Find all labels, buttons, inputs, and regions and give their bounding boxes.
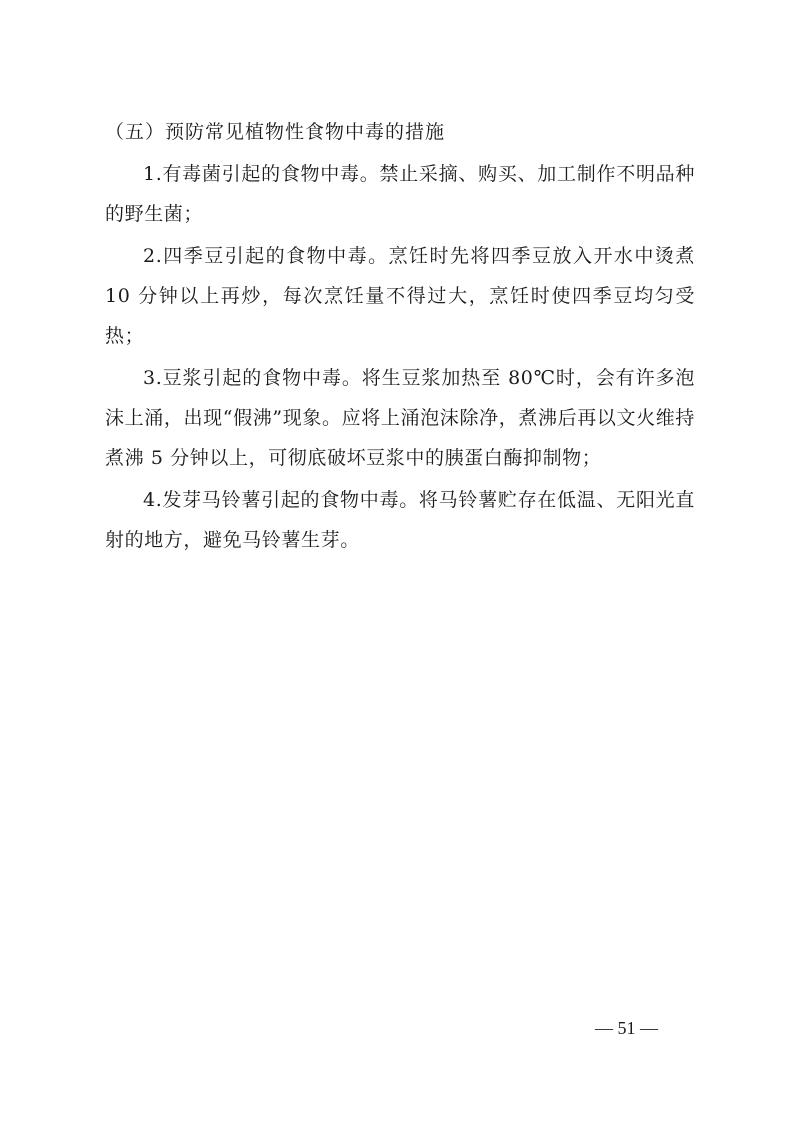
section-content: [105, 112, 695, 562]
measure-item-green-beans: 2.四季豆引起的食物中毒。烹饪时先将四季豆放入开水中烫煮 10 分钟以上再炒，每次烹饪量不得过大，烹饪时使四季豆均匀受热；: [105, 245, 695, 347]
section-heading: （五）预防常见植物性食物中毒的措施: [105, 121, 446, 143]
page-number: — 51 —: [595, 1018, 658, 1038]
measure-item-soy-milk: 3.豆浆引起的食物中毒。将生豆浆加热至 80℃时，会有许多泡沫上涌，出现“假沸”现象。应将上涌泡沫除净，煮沸后再以文火维持煮沸 5 分钟以上，可彻底破坏豆浆中的胰蛋白酶抑制物；: [105, 367, 695, 469]
measure-item-sprouted-potatoes: 4.发芽马铃薯引起的食物中毒。将马铃薯贮存在低温、无阳光直射的地方，避免马铃薯生芽。: [105, 489, 695, 551]
measure-item-wild-mushrooms: 1.有毒菌引起的食物中毒。禁止采摘、购买、加工制作不明品种的野生菌；: [105, 163, 695, 225]
